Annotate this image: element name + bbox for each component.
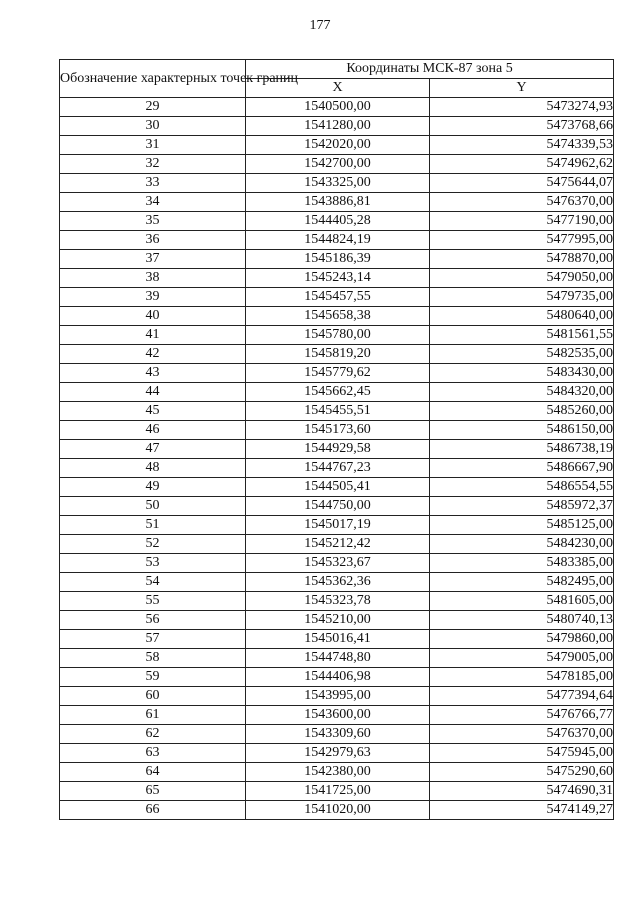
table-row: [60, 611, 614, 630]
cell-point: 65: [60, 782, 246, 801]
cell-point: 66: [60, 801, 246, 820]
cell-x: 1544929,58: [246, 440, 430, 459]
cell-y: 5482495,00: [430, 573, 614, 592]
cell-y: 5473768,66: [430, 117, 614, 136]
cell-y: 5474690,31: [430, 782, 614, 801]
cell-y: 5478185,00: [430, 668, 614, 687]
table-row: [60, 345, 614, 364]
cell-point: 54: [60, 573, 246, 592]
cell-y: 5479050,00: [430, 269, 614, 288]
cell-y: 5486667,90: [430, 459, 614, 478]
table-row: [60, 250, 614, 269]
cell-y: 5473274,93: [430, 98, 614, 117]
cell-y: 5486150,00: [430, 421, 614, 440]
cell-y: 5485972,37: [430, 497, 614, 516]
cell-y: 5477190,00: [430, 212, 614, 231]
table-row: [60, 592, 614, 611]
table-row: [60, 725, 614, 744]
cell-x: 1545186,39: [246, 250, 430, 269]
cell-y: 5475945,00: [430, 744, 614, 763]
cell-y: 5476370,00: [430, 193, 614, 212]
cell-y: 5483430,00: [430, 364, 614, 383]
cell-x: 1544767,23: [246, 459, 430, 478]
cell-x: 1545457,55: [246, 288, 430, 307]
table-row: [60, 402, 614, 421]
cell-point: 53: [60, 554, 246, 573]
header-y: Y: [430, 79, 614, 98]
table-row: [60, 364, 614, 383]
cell-x: 1544505,41: [246, 478, 430, 497]
cell-x: 1543886,81: [246, 193, 430, 212]
cell-x: 1544824,19: [246, 231, 430, 250]
cell-point: 50: [60, 497, 246, 516]
header-point-designation: Обозначение характерных точек границ: [60, 60, 246, 98]
cell-point: 30: [60, 117, 246, 136]
cell-x: 1545819,20: [246, 345, 430, 364]
cell-point: 49: [60, 478, 246, 497]
cell-point: 46: [60, 421, 246, 440]
cell-x: 1544750,00: [246, 497, 430, 516]
cell-point: 29: [60, 98, 246, 117]
table-row: [60, 212, 614, 231]
table-row: [60, 668, 614, 687]
cell-point: 48: [60, 459, 246, 478]
cell-point: 52: [60, 535, 246, 554]
cell-point: 45: [60, 402, 246, 421]
cell-point: 34: [60, 193, 246, 212]
cell-y: 5480640,00: [430, 307, 614, 326]
table-row: [60, 744, 614, 763]
cell-x: 1541725,00: [246, 782, 430, 801]
cell-point: 32: [60, 155, 246, 174]
table-row: [60, 231, 614, 250]
cell-x: 1545016,41: [246, 630, 430, 649]
coordinates-table: [59, 59, 614, 820]
cell-x: 1543600,00: [246, 706, 430, 725]
cell-y: 5475290,60: [430, 763, 614, 782]
cell-point: 51: [60, 516, 246, 535]
cell-point: 35: [60, 212, 246, 231]
cell-point: 41: [60, 326, 246, 345]
table-row: [60, 307, 614, 326]
cell-x: 1544748,80: [246, 649, 430, 668]
cell-y: 5484230,00: [430, 535, 614, 554]
cell-y: 5484320,00: [430, 383, 614, 402]
cell-point: 33: [60, 174, 246, 193]
cell-x: 1541020,00: [246, 801, 430, 820]
cell-y: 5474962,62: [430, 155, 614, 174]
table-row: [60, 421, 614, 440]
cell-y: 5483385,00: [430, 554, 614, 573]
table-row: [60, 782, 614, 801]
cell-point: 63: [60, 744, 246, 763]
cell-point: 57: [60, 630, 246, 649]
cell-point: 43: [60, 364, 246, 383]
cell-point: 40: [60, 307, 246, 326]
cell-point: 39: [60, 288, 246, 307]
cell-x: 1544406,98: [246, 668, 430, 687]
table-row: [60, 763, 614, 782]
page-number: 177: [309, 18, 331, 33]
cell-y: 5479005,00: [430, 649, 614, 668]
table-row: [60, 193, 614, 212]
table-row: [60, 440, 614, 459]
cell-x: 1545243,14: [246, 269, 430, 288]
table-row: [60, 706, 614, 725]
cell-y: 5481605,00: [430, 592, 614, 611]
table-row: [60, 573, 614, 592]
cell-x: 1542020,00: [246, 136, 430, 155]
table-row: [60, 155, 614, 174]
cell-x: 1545662,45: [246, 383, 430, 402]
cell-x: 1545173,60: [246, 421, 430, 440]
cell-x: 1542979,63: [246, 744, 430, 763]
cell-point: 62: [60, 725, 246, 744]
cell-y: 5476766,77: [430, 706, 614, 725]
cell-x: 1545658,38: [246, 307, 430, 326]
cell-x: 1542380,00: [246, 763, 430, 782]
table-row: [60, 801, 614, 820]
table-row: [60, 136, 614, 155]
table-row: [60, 516, 614, 535]
table-row: [60, 630, 614, 649]
cell-y: 5485125,00: [430, 516, 614, 535]
cell-x: 1543325,00: [246, 174, 430, 193]
table-row: [60, 535, 614, 554]
cell-y: 5485260,00: [430, 402, 614, 421]
cell-x: 1545779,62: [246, 364, 430, 383]
cell-point: 58: [60, 649, 246, 668]
cell-point: 36: [60, 231, 246, 250]
cell-x: 1545017,19: [246, 516, 430, 535]
header-coordinate-system: Координаты МСК-87 зона 5: [246, 60, 614, 79]
table-header: [60, 60, 614, 98]
cell-y: 5478870,00: [430, 250, 614, 269]
cell-point: 31: [60, 136, 246, 155]
table-row: [60, 649, 614, 668]
cell-point: 37: [60, 250, 246, 269]
cell-y: 5479860,00: [430, 630, 614, 649]
cell-x: 1542700,00: [246, 155, 430, 174]
cell-x: 1545780,00: [246, 326, 430, 345]
table-row: [60, 687, 614, 706]
cell-y: 5486738,19: [430, 440, 614, 459]
table-row: [60, 554, 614, 573]
cell-x: 1545362,36: [246, 573, 430, 592]
table-row: [60, 98, 614, 117]
table-row: [60, 117, 614, 136]
cell-y: 5481561,55: [430, 326, 614, 345]
cell-x: 1545212,42: [246, 535, 430, 554]
cell-point: 47: [60, 440, 246, 459]
cell-point: 61: [60, 706, 246, 725]
cell-point: 59: [60, 668, 246, 687]
cell-x: 1543995,00: [246, 687, 430, 706]
table-row: [60, 497, 614, 516]
cell-x: 1544405,28: [246, 212, 430, 231]
cell-y: 5482535,00: [430, 345, 614, 364]
cell-point: 44: [60, 383, 246, 402]
cell-x: 1540500,00: [246, 98, 430, 117]
cell-y: 5476370,00: [430, 725, 614, 744]
cell-x: 1545323,67: [246, 554, 430, 573]
cell-x: 1545210,00: [246, 611, 430, 630]
cell-y: 5486554,55: [430, 478, 614, 497]
cell-y: 5477995,00: [430, 231, 614, 250]
table-row: [60, 269, 614, 288]
cell-point: 38: [60, 269, 246, 288]
cell-y: 5475644,07: [430, 174, 614, 193]
cell-x: 1545323,78: [246, 592, 430, 611]
cell-x: 1541280,00: [246, 117, 430, 136]
cell-point: 64: [60, 763, 246, 782]
cell-x: 1545455,51: [246, 402, 430, 421]
table-row: [60, 383, 614, 402]
cell-y: 5480740,13: [430, 611, 614, 630]
cell-point: 55: [60, 592, 246, 611]
cell-y: 5479735,00: [430, 288, 614, 307]
cell-y: 5477394,64: [430, 687, 614, 706]
cell-y: 5474339,53: [430, 136, 614, 155]
table-row: [60, 174, 614, 193]
cell-point: 56: [60, 611, 246, 630]
header-x: X: [246, 79, 430, 98]
cell-x: 1543309,60: [246, 725, 430, 744]
table-row: [60, 459, 614, 478]
cell-y: 5474149,27: [430, 801, 614, 820]
cell-point: 60: [60, 687, 246, 706]
table-row: [60, 288, 614, 307]
table-row: [60, 478, 614, 497]
table-body: [60, 98, 614, 820]
table-row: [60, 326, 614, 345]
cell-point: 42: [60, 345, 246, 364]
